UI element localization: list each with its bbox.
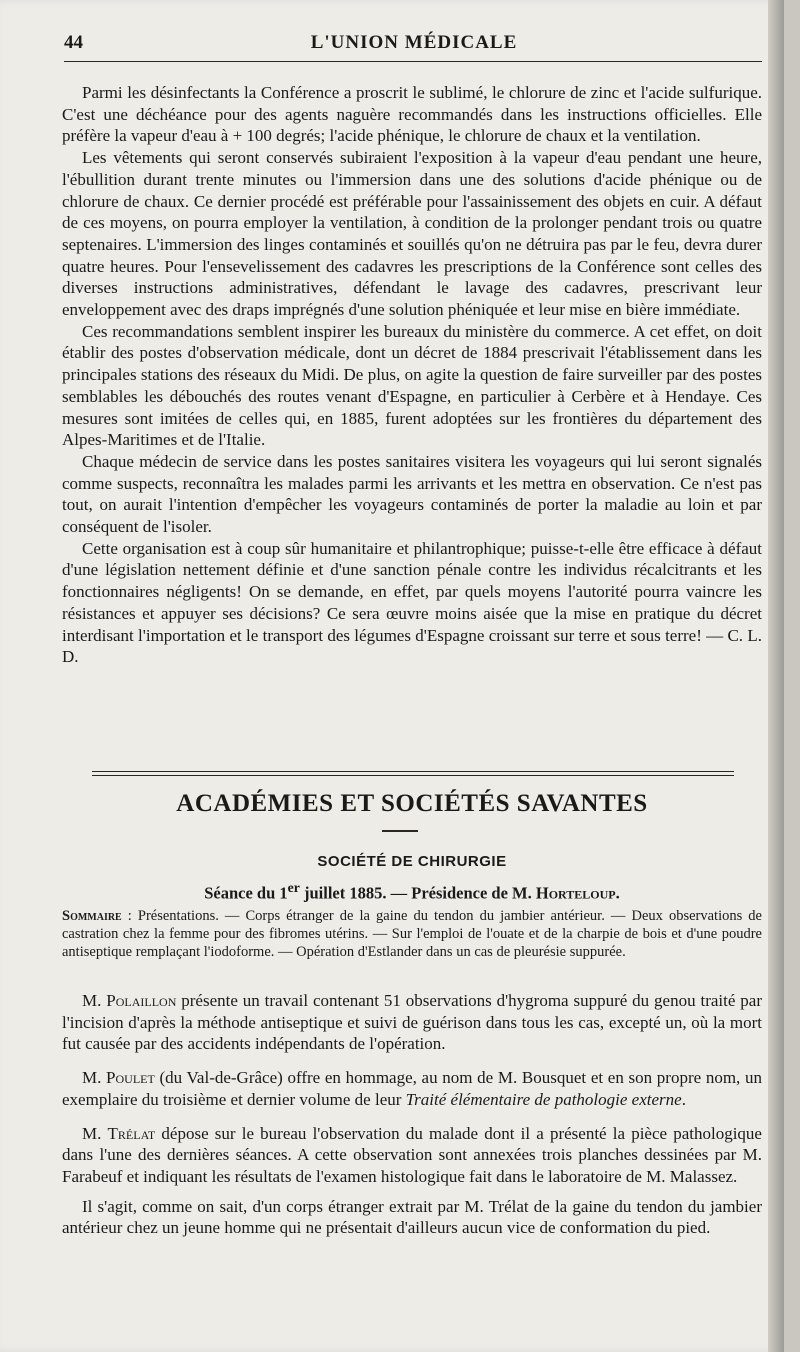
seance-president: Horteloup (535, 883, 616, 903)
article-paragraph: Parmi les désinfectants la Conférence a proscrit le sublimé, le chlorure de zinc et l'acide sulfurique. C'est une déchéance pour des agents naguère recommandés dans les instructions officielles. Elle préfère la vapeur d'eau à + 100 degrés; l'acide phénique, le chlorure de chaux et la ventilation. (62, 83, 762, 146)
page-number: 44 (64, 32, 83, 53)
minutes-paragraph (62, 1123, 762, 1188)
section-rule-bottom (92, 775, 734, 776)
seance-end: . (615, 883, 620, 903)
seance-line (62, 880, 762, 904)
speaker-prefix: M. (82, 1068, 107, 1088)
minutes-text: dépose sur le bureau l'observation du malade dont il a présenté la pièce pathologique dans l'une des dernières séances. A cette observation sont annexées trois planches dessinées par M. Farabeuf et indiquant les résultats de l'examen histologique fait dans le laboratoire de M. Malassez. (62, 1123, 762, 1186)
seance-presidence: juillet 1885. — Présidence de M. (299, 883, 536, 903)
article-body (62, 82, 762, 668)
article-paragraph: Les vêtements qui seront conservés subiraient l'exposition à la vapeur d'eau pendant une heure, l'ébullition durant trente minutes ou l'immersion dans une des solutions d'acide phénique ou de chlorure de chaux. Ce dernier procédé est préférable pour l'assainissement des objets en cuir. A défaut de ces moyens, on pourra employer la ventilation, à condition de la prolonger pendant trois ou quatre septenaires. L'immersion des linges contaminés et souillés qu'on ne détruira pas par le feu, devra durer quatre heures. Pour l'ensevelissement des cadavres les prescriptions de la Conférence sont celles des diverses instructions administratives, défendant le lavage des cadavres, prescrivant leur enveloppement avec des draps imprégnés d'une solution phéniquée et leur mise en bière immédiate. (62, 148, 762, 320)
speaker-prefix: M. (82, 1123, 108, 1143)
section-title-rule (382, 830, 418, 832)
minutes-paragraph (62, 1067, 762, 1110)
seance-date-sup: er (287, 880, 300, 895)
speaker-name: Trélat (107, 1123, 156, 1143)
article-paragraph: Ces recommandations semblent inspirer les bureaux du ministère du commerce. A cet effet, on doit établir des postes d'observation médicale, dont un décret de 1884 prescrivait l'établissement dans les principales stations des réseaux du Midi. De plus, on agite la question de faire surveiller par des postes semblables les débouchés des routes venant d'Espagne, en particulier à Cerbère et à Hendaye. Ces mesures sont imitées de celles qui, en 1885, furent adoptées sur les frontières du département des Alpes-Maritimes et de l'Italie. (62, 321, 762, 450)
section-title: ACADÉMIES ET SOCIÉTÉS SAVANTES (176, 790, 648, 817)
minutes-paragraph (62, 990, 762, 1055)
minutes-text-end: . (681, 1089, 686, 1109)
minutes-text: présente un travail contenant 51 observations d'hygroma suppuré du genou traité par l'incision d'après la méthode antiseptique et suivi de guérison dans tous les cas, excepté un, où la mort fut causée par des accidents indépendants de l'opération. (62, 991, 762, 1054)
society-heading: SOCIÉTÉ DE CHIRURGIE (317, 853, 507, 870)
page-header (64, 32, 764, 58)
summary-label: Sommaire (62, 908, 122, 924)
speaker-name: Polaillon (106, 991, 177, 1010)
session-minutes (62, 990, 762, 1239)
speaker-prefix: M. (82, 991, 107, 1010)
session-summary (62, 907, 762, 961)
article-paragraph: Chaque médecin de service dans les postes sanitaires visitera les voyageurs qui lui seront signalés comme suspects, reconnaîtra les malades parmi les arrivants et les mettra en observation. Ce n'est pas tout, on aurait l'intention d'empêcher les voyageurs contaminés de porter la maladie au loin et par conséquent de l'isoler. (62, 451, 762, 537)
running-title: L'UNION MÉDICALE (310, 32, 518, 53)
page-edge-shadow (768, 0, 784, 1352)
speaker-name: Poulet (106, 1068, 155, 1088)
minutes-text: (du Val-de-Grâce) offre en hommage, au nom de M. Bousquet et en son propre nom, un exemplaire du troisième et dernier volume de leur (62, 1068, 762, 1109)
seance-date: Séance du 1 (204, 883, 288, 903)
book-title: Traité élémentaire de pathologie externe (405, 1089, 682, 1109)
article-paragraph: Cette organisation est à coup sûr humanitaire et philantrophique; puisse-t-elle être efficace à défaut d'une législation nettement définie et d'une sanction pénale contre les individus récalcitrants et les fonctionnaires négligents! On se demande, en effet, par quels moyens l'autorité pourra vaincre les résistances et appuyer ses décisions? Ce sera œuvre moins aisée que la mise en pratique du décret interdisant l'importation et le transport des légumes d'Espagne croissant sur terre et sous terre! — C. L. D. (62, 538, 762, 667)
summary-text: : Présentations. — Corps étranger de la gaine du tendon du jambier antérieur. — Deux observations de castration chez la femme pour des fibromes utérins. — Sur l'emploi de l'ouate et de la charpie de bois et d'une poudre antiseptique remplaçant l'iodoforme. — Opération d'Estlander dans un cas de pleurésie suppurée. (62, 908, 762, 960)
section-rule-top (92, 771, 734, 772)
header-rule (64, 61, 762, 62)
minutes-paragraph: Il s'agit, comme on sait, d'un corps étranger extrait par M. Trélat de la gaine du tendon du jambier antérieur chez un jeune homme qui ne présentait d'ailleurs aucun vice de conformation du pied. (62, 1196, 762, 1238)
